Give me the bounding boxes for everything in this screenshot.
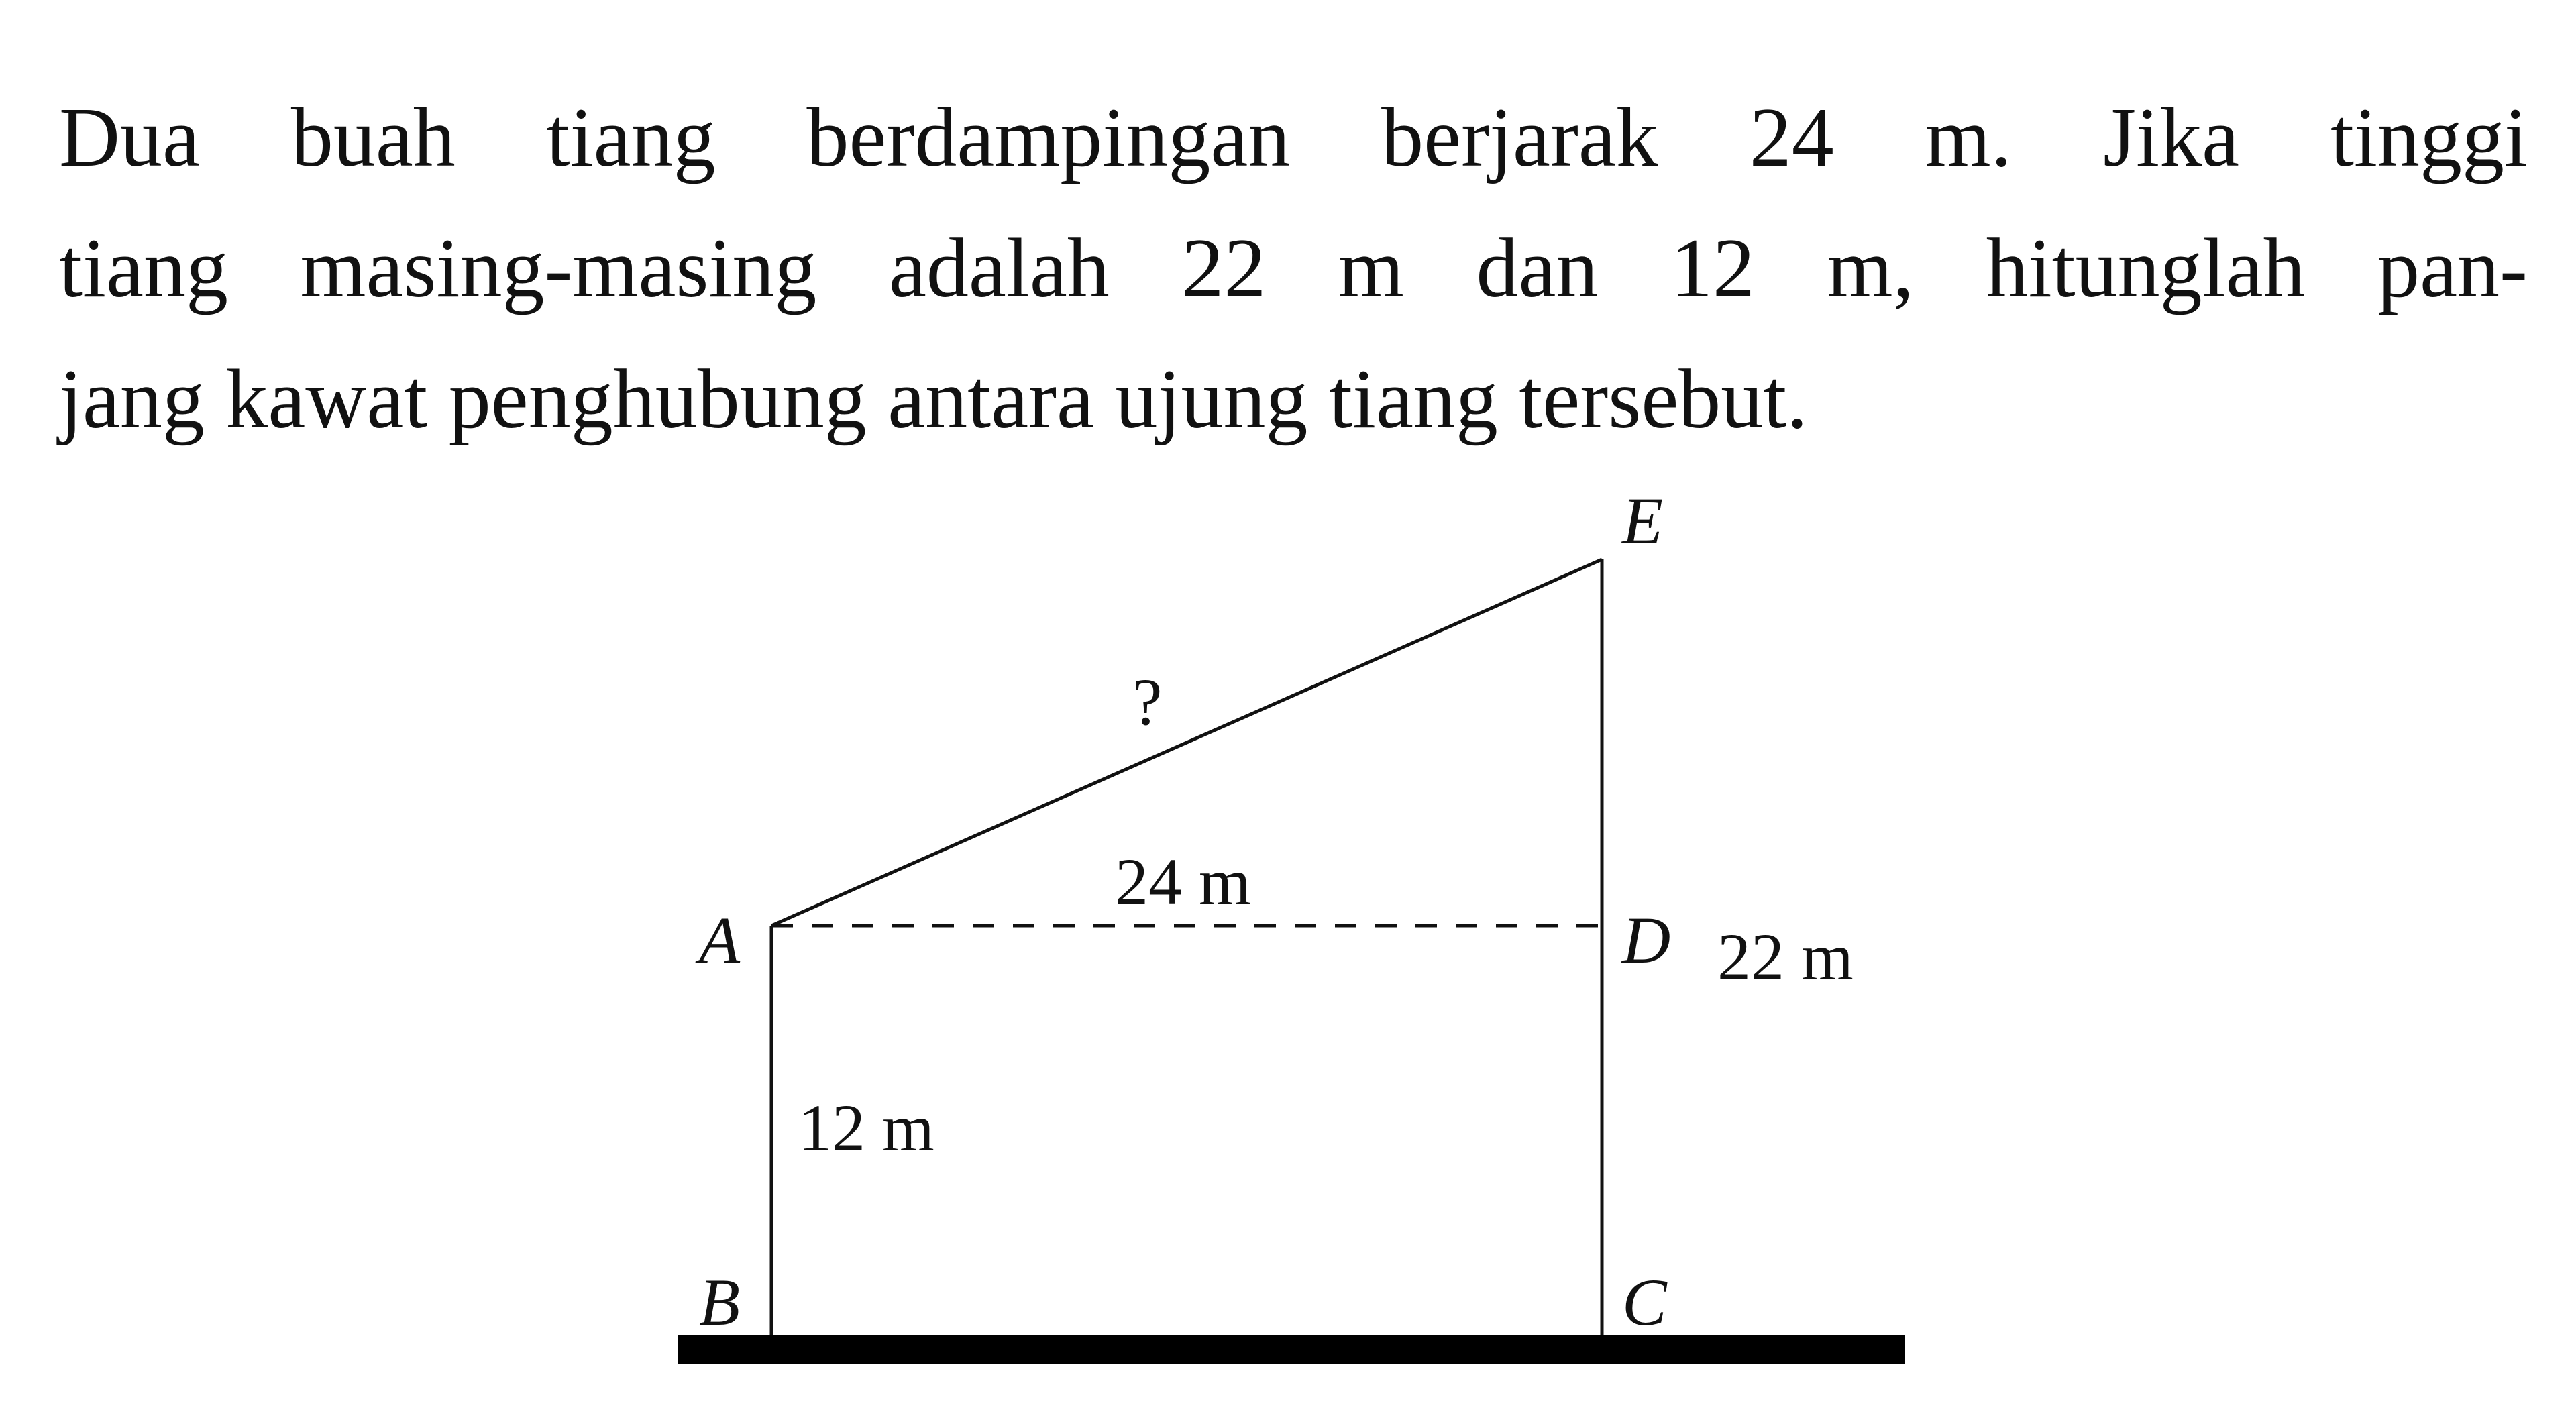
ground-bar <box>678 1335 1905 1364</box>
tall-pole-height-label: 22 m <box>1717 920 1854 994</box>
point-label-d: D <box>1622 903 1671 977</box>
unknown-length-label: ? <box>1132 665 1163 739</box>
problem-line-3: jang kawat penghubung antara ujung tiang tersebut. <box>59 353 1808 446</box>
point-label-c: C <box>1622 1265 1667 1339</box>
short-pole-height-label: 12 m <box>798 1091 934 1165</box>
point-label-e: E <box>1622 484 1664 558</box>
distance-label: 24 m <box>1115 844 1251 919</box>
problem-line-2: tiang masing-masing adalah 22 m dan 12 m, hitunglah pan- <box>59 222 2528 315</box>
point-label-a: A <box>699 903 741 977</box>
point-label-b: B <box>699 1265 741 1339</box>
problem-line-1: Dua buah tiang berdampingan berjarak 24 m. Jika tinggi <box>59 91 2528 184</box>
